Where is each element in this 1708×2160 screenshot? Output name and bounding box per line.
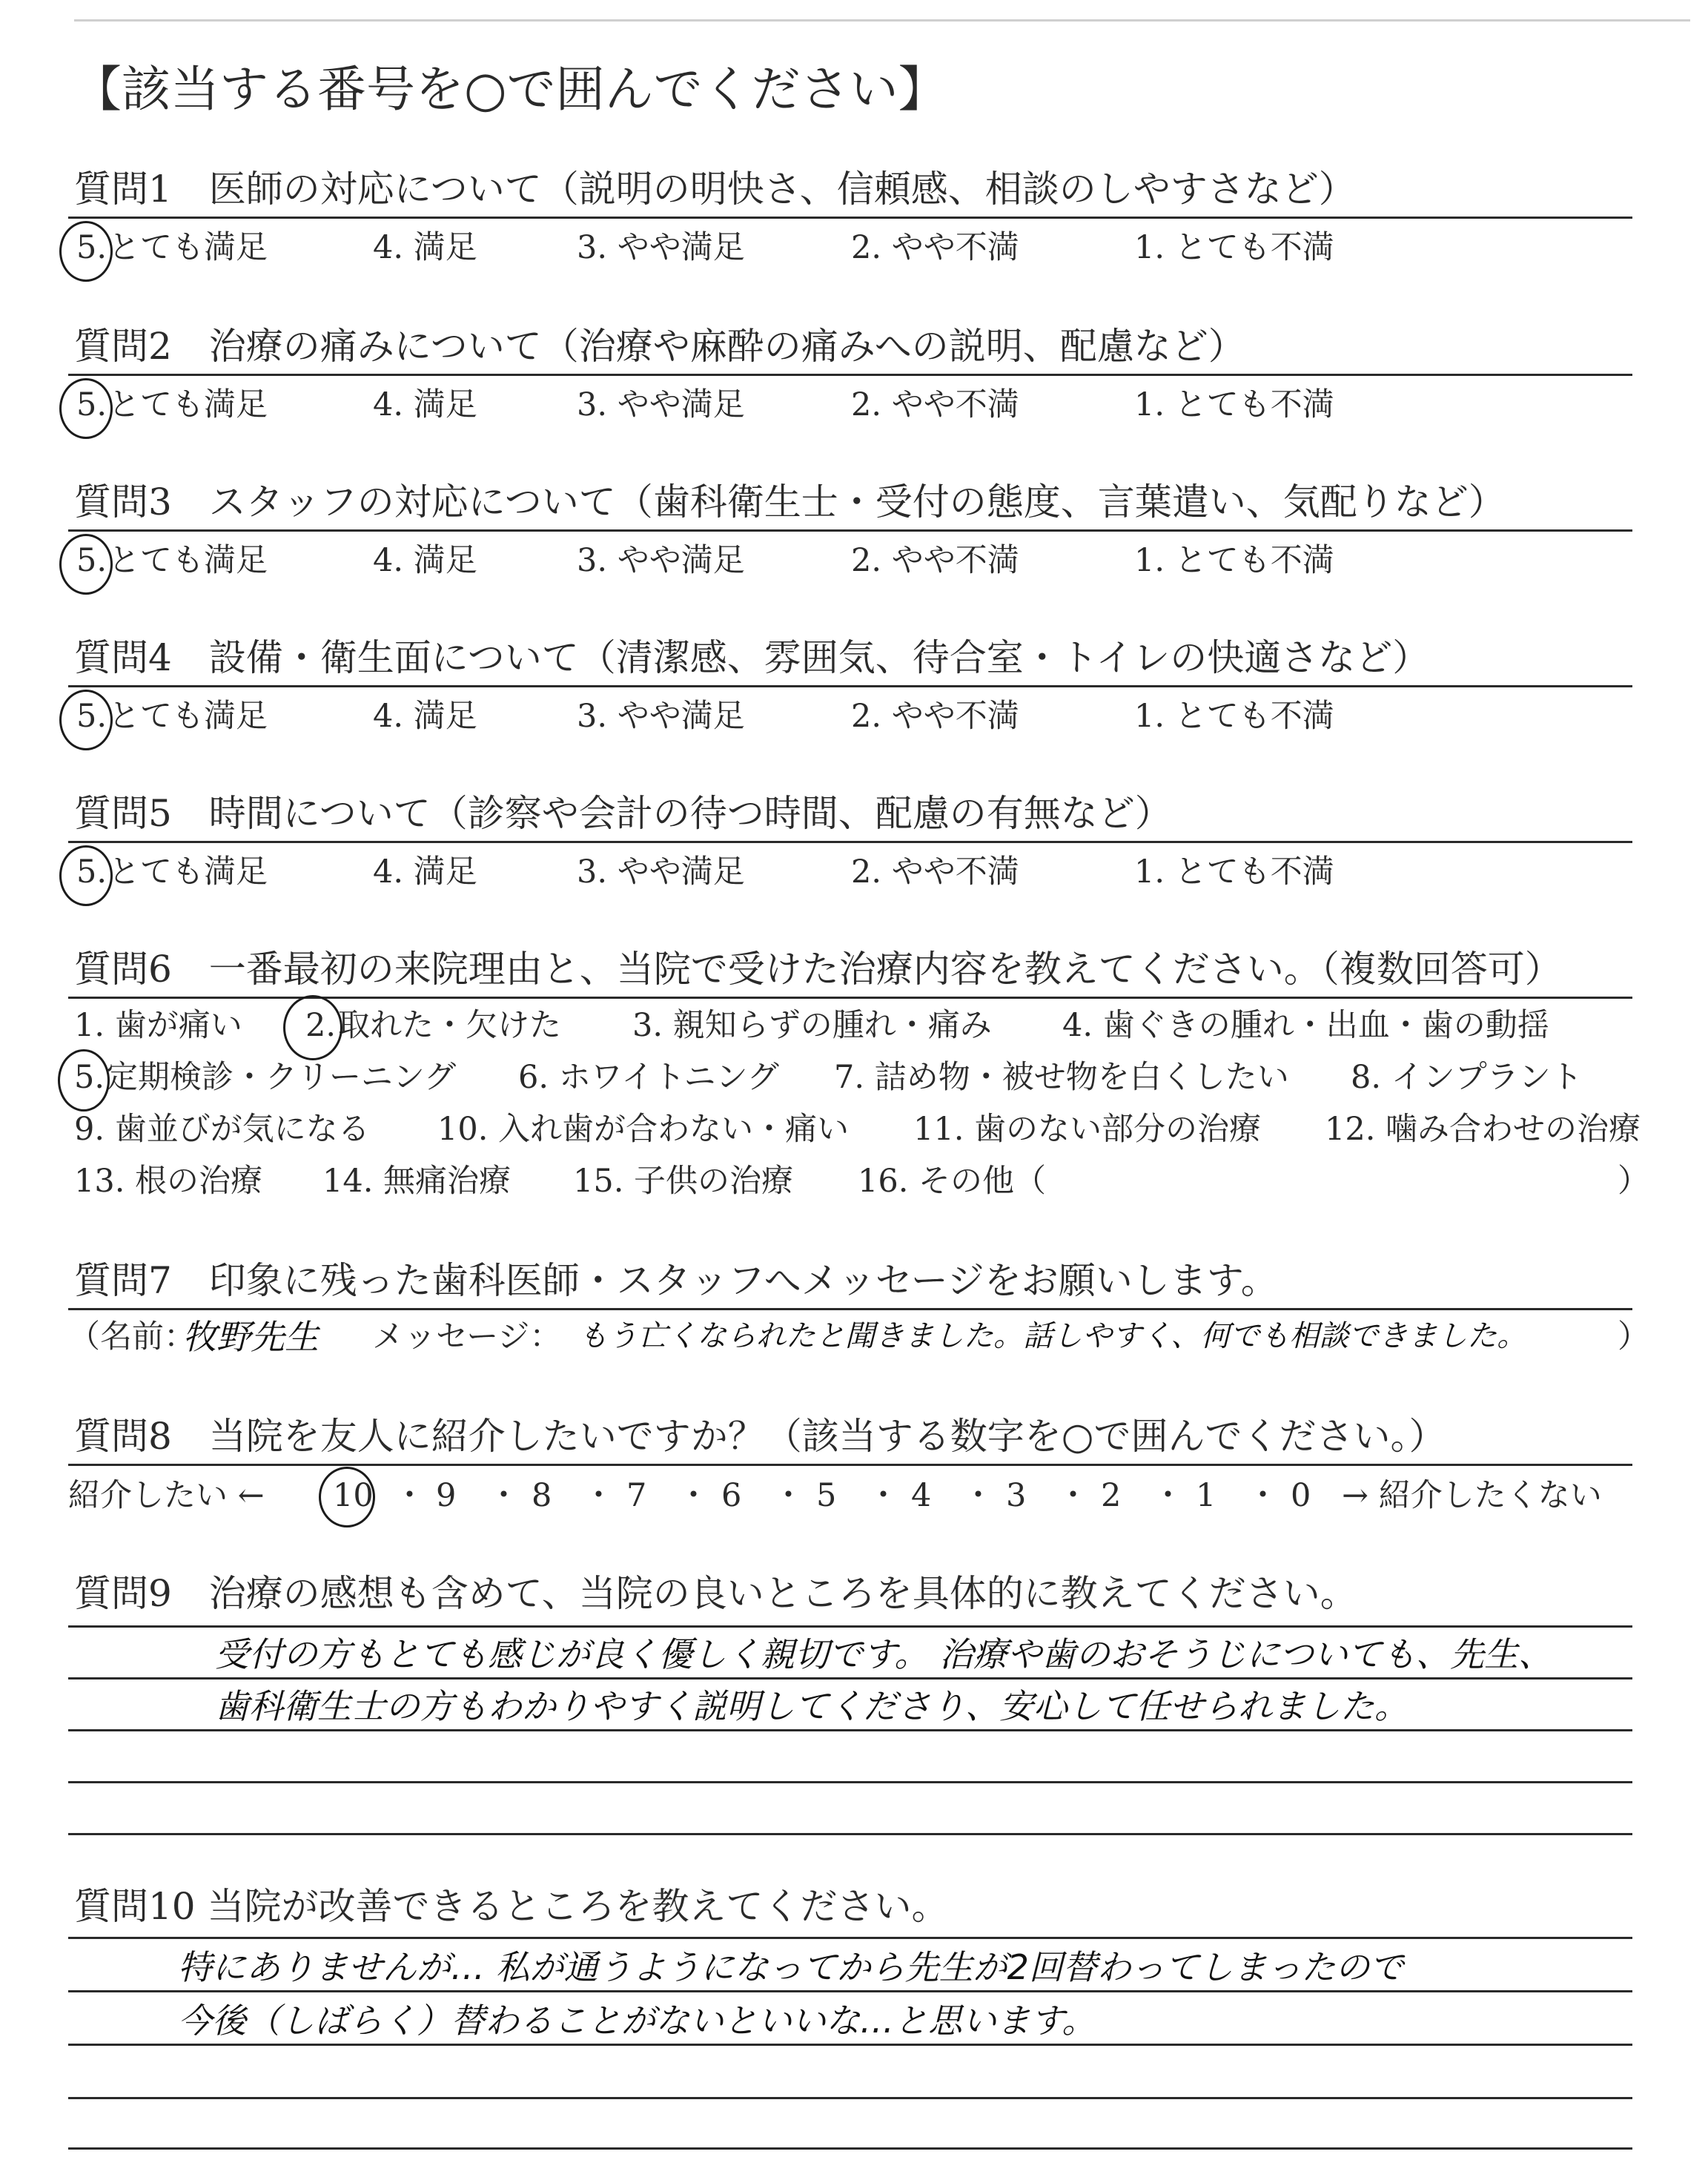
q8-scale-8[interactable]: 8 [532, 1477, 552, 1514]
q2-option-3[interactable]: 3. やや満足 [577, 386, 745, 423]
q5-option-2[interactable]: 2. やや不満 [851, 853, 1019, 891]
q10-answer-line-1[interactable]: 特にありませんが… 私が通うようになってから先生が2回替わってしまったので [178, 1947, 1404, 1987]
q10-line-5 [68, 2147, 1632, 2150]
question-4-rule [68, 685, 1632, 687]
q6-option-12[interactable]: 12. 噛み合わせの治療 [1325, 1111, 1641, 1148]
q8-dot: ・ [1057, 1477, 1089, 1514]
q9-answer-line-1[interactable]: 受付の方もとても感じが良く優しく親切です。 治療や歯のおそうじについても、先生、 [215, 1634, 1553, 1674]
q9-line-3 [68, 1729, 1632, 1731]
question-3-rule [68, 529, 1632, 532]
question-1-rule [68, 217, 1632, 219]
q6-selected-circle-2 [283, 995, 342, 1060]
q4-option-1[interactable]: 1. とても不満 [1134, 698, 1334, 735]
q8-dot: ・ [772, 1477, 804, 1514]
scan-edge [74, 19, 1690, 22]
q6-option-2-number[interactable]: 2. [305, 1007, 337, 1044]
q6-option-8[interactable]: 8. インプラント [1351, 1059, 1583, 1096]
q8-scale-1[interactable]: 1 [1196, 1477, 1217, 1514]
q8-scale-10[interactable]: 10 [333, 1477, 374, 1514]
q6-option-5-number[interactable]: 5. [74, 1059, 105, 1096]
question-8-label: 質問8 当院を友人に紹介したいですか？（該当する数字を○で囲んでください。） [74, 1415, 1446, 1458]
question-6-label: 質問6 一番最初の来院理由と、当院で受けた治療内容を教えてください。（複数回答可） [74, 948, 1562, 991]
q1-option-2[interactable]: 2. やや不満 [851, 229, 1019, 266]
q6-option-9[interactable]: 9. 歯並びが気になる [74, 1111, 370, 1148]
q8-scale-6[interactable]: 6 [721, 1477, 742, 1514]
q5-option-5-number[interactable]: 5. [76, 853, 107, 891]
q8-dot: ・ [1247, 1477, 1279, 1514]
q1-option-5-label[interactable]: とても満足 [108, 229, 268, 266]
q1-selected-circle [59, 221, 113, 282]
q2-option-5-label[interactable]: とても満足 [108, 386, 268, 423]
question-5-rule [68, 841, 1632, 843]
q2-option-1[interactable]: 1. とても不満 [1134, 386, 1334, 423]
q9-line-4 [68, 1781, 1632, 1783]
q6-option-11[interactable]: 11. 歯のない部分の治療 [913, 1111, 1262, 1148]
q9-line-2 [68, 1677, 1632, 1680]
q9-line-5 [68, 1833, 1632, 1835]
question-8-rule [68, 1464, 1632, 1466]
q1-option-3[interactable]: 3. やや満足 [577, 229, 745, 266]
question-2-rule [68, 374, 1632, 376]
q8-selected-circle [319, 1467, 375, 1527]
q7-message-handwriting[interactable]: もう亡くなられたと聞きました。話しやすく、何でも相談できました。 [578, 1319, 1527, 1353]
q10-answer-line-2[interactable]: 今後（しばらく）替わることがないといいな…と思います。 [178, 2001, 1096, 2041]
q3-option-3[interactable]: 3. やや満足 [577, 542, 745, 579]
q6-option-5-label[interactable]: 定期検診・クリーニング [106, 1059, 457, 1096]
q6-option-15[interactable]: 15. 子供の治療 [573, 1163, 794, 1200]
q4-option-2[interactable]: 2. やや不満 [851, 698, 1019, 735]
q10-line-3 [68, 2044, 1632, 2046]
q8-scale-3[interactable]: 3 [1006, 1477, 1027, 1514]
q4-selected-circle [59, 690, 113, 750]
question-4-label: 質問4 設備・衛生面について（清潔感、雰囲気、待合室・トイレの快適さなど） [74, 636, 1430, 679]
question-5-label: 質問5 時間について（診察や会計の待つ時間、配慮の有無など） [74, 792, 1172, 835]
q5-option-1[interactable]: 1. とても不満 [1134, 853, 1334, 891]
q6-option-4[interactable]: 4. 歯ぐきの腫れ・出血・歯の動揺 [1062, 1007, 1549, 1044]
q6-option-16-close: ） [1618, 1163, 1649, 1200]
q10-line-2 [68, 1990, 1632, 1992]
q5-option-5-label[interactable]: とても満足 [108, 853, 268, 891]
q5-option-3[interactable]: 3. やや満足 [577, 853, 745, 891]
question-7-label: 質問7 印象に残った歯科医師・スタッフへメッセージをお願いします。 [74, 1259, 1278, 1302]
q10-line-4 [68, 2097, 1632, 2099]
q8-dot: ・ [1152, 1477, 1184, 1514]
q8-scale-0[interactable]: 0 [1291, 1477, 1311, 1514]
q4-option-5-label[interactable]: とても満足 [108, 698, 268, 735]
q3-selected-circle [59, 534, 113, 595]
q2-option-5-number[interactable]: 5. [76, 386, 107, 423]
q10-line-1 [68, 1937, 1632, 1939]
q3-option-5-label[interactable]: とても満足 [108, 542, 268, 579]
q5-option-4[interactable]: 4. 満足 [373, 853, 477, 891]
q6-option-3[interactable]: 3. 親知らずの腫れ・痛み [632, 1007, 992, 1044]
q2-option-4[interactable]: 4. 満足 [373, 386, 477, 423]
q4-option-3[interactable]: 3. やや満足 [577, 698, 745, 735]
q6-option-13[interactable]: 13. 根の治療 [74, 1163, 263, 1200]
question-2-label: 質問2 治療の痛みについて（治療や麻酔の痛みへの説明、配慮など） [74, 325, 1245, 368]
q7-name-handwriting[interactable]: 牧野先生 [182, 1317, 319, 1357]
q8-left-label: 紹介したい ← [68, 1477, 265, 1514]
question-9-label: 質問9 治療の感想も含めて、当院の良いところを具体的に教えてください。 [74, 1572, 1357, 1615]
q9-answer-line-2[interactable]: 歯科衛生士の方もわかりやすく説明してくださり、安心して任せられました。 [215, 1686, 1409, 1726]
q8-dot: ・ [394, 1477, 426, 1514]
q8-scale-4[interactable]: 4 [911, 1477, 932, 1514]
q6-option-16[interactable]: 16. その他（ [858, 1163, 1047, 1200]
q8-dot: ・ [678, 1477, 709, 1514]
q5-selected-circle [59, 845, 113, 906]
q8-scale-9[interactable]: 9 [436, 1477, 457, 1514]
q8-scale-7[interactable]: 7 [626, 1477, 647, 1514]
q4-option-4[interactable]: 4. 満足 [373, 698, 477, 735]
q7-name-label: （名前： [68, 1318, 196, 1355]
q1-option-1[interactable]: 1. とても不満 [1134, 229, 1334, 266]
q9-line-1 [68, 1625, 1632, 1628]
q6-option-2-label[interactable]: 取れた・欠けた [338, 1007, 561, 1044]
q6-selected-circle-5 [58, 1049, 110, 1112]
q6-option-10[interactable]: 10. 入れ歯が合わない・痛い [437, 1111, 850, 1148]
q8-dot: ・ [962, 1477, 994, 1514]
q7-close-paren: ） [1618, 1318, 1649, 1355]
q8-scale-5[interactable]: 5 [816, 1477, 837, 1514]
q1-option-4[interactable]: 4. 満足 [373, 229, 477, 266]
q3-option-4[interactable]: 4. 満足 [373, 542, 477, 579]
form-title: 【該当する番号を○で囲んでください】 [73, 61, 947, 118]
q6-option-7[interactable]: 7. 詰め物・被せ物を白くしたい [834, 1059, 1289, 1096]
q8-right-label: → 紹介したくない [1342, 1477, 1602, 1514]
q2-selected-circle [59, 378, 113, 439]
q7-message-label: メッセージ： [372, 1318, 562, 1355]
q6-option-1[interactable]: 1. 歯が痛い [74, 1007, 242, 1044]
q8-dot: ・ [583, 1477, 615, 1514]
q6-option-6[interactable]: 6. ホワイトニング [518, 1059, 779, 1096]
question-10-label: 質問10 当院が改善できるところを教えてください。 [74, 1885, 949, 1928]
q2-option-2[interactable]: 2. やや不満 [851, 386, 1019, 423]
q1-option-5-number[interactable]: 5. [76, 229, 107, 266]
q3-option-5-number[interactable]: 5. [76, 542, 107, 579]
q8-dot: ・ [867, 1477, 899, 1514]
q4-option-5-number[interactable]: 5. [76, 698, 107, 735]
question-7-rule [68, 1308, 1632, 1310]
q3-option-2[interactable]: 2. やや不満 [851, 542, 1019, 579]
q8-dot: ・ [488, 1477, 520, 1514]
q3-option-1[interactable]: 1. とても不満 [1134, 542, 1334, 579]
q6-option-14[interactable]: 14. 無痛治療 [322, 1163, 512, 1200]
question-1-label: 質問1 医師の対応について（説明の明快さ、信頼感、相談のしやすさなど） [74, 168, 1356, 211]
q8-scale-2[interactable]: 2 [1101, 1477, 1122, 1514]
question-3-label: 質問3 スタッフの対応について（歯科衛生士・受付の態度、言葉遣い、気配りなど） [74, 480, 1506, 524]
